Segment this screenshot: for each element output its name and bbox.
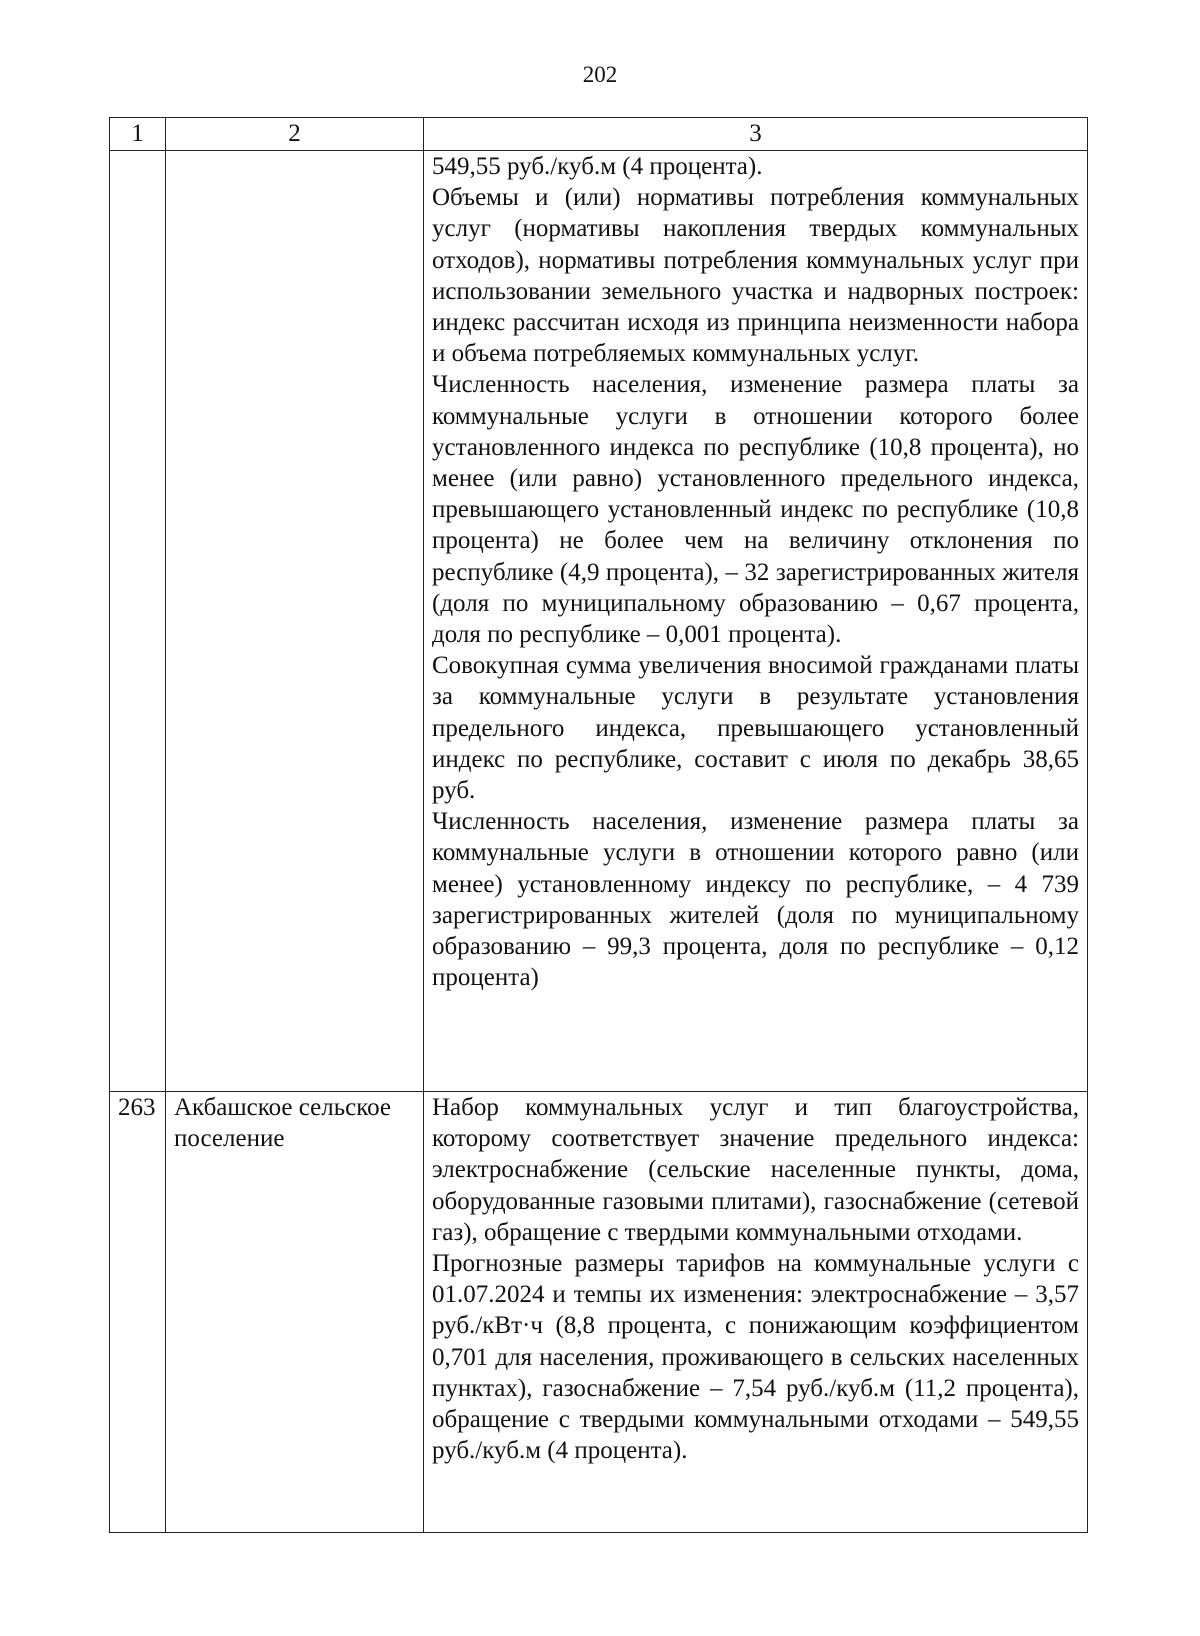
paragraph: Численность населения, изменение размера платы за коммунальные услуги в отношении которого более установленного индекса по республике (10,8 процента), но менее (или равно) установленного предельного индекса, превышающего установленный индекс по республике (10,8 процента) не более чем на величину отклонения по республике (4,9 процента), – 32 зарегистрированных жителя (доля по муниципальному образованию – 0,67 процента, доля по республике – 0,001 процента).: [432, 371, 1079, 649]
row-number-cell: [110, 151, 166, 1092]
settlement-name-cell: Акбашское сельское поселение: [166, 1092, 424, 1533]
column-header-2: 2: [166, 118, 424, 151]
paragraph: Совокупная сумма увеличения вносимой гражданами платы за коммунальные услуги в результате установления предельного индекса, превышающего установленный индекс по республике, составит с июля по декабрь 38,65 руб.: [432, 652, 1079, 805]
data-table: [109, 117, 1088, 1533]
settlement-name-cell: [166, 151, 424, 1092]
column-header-1: 1: [110, 118, 166, 151]
paragraph: Набор коммунальных услуг и тип благоустройства, которому соответствует значение предельного индекса: электроснабжение (сельские населенные пункты, дома, оборудованные газовыми плитами), газоснабжение (сетевой газ), обращение с твердыми коммунальными отходами.: [432, 1094, 1079, 1246]
paragraph: 549,55 руб./куб.м (4 процента).: [432, 153, 763, 180]
table-header-row: [110, 118, 1088, 151]
description-cell: [424, 1092, 1088, 1533]
paragraph: Объемы и (или) нормативы потребления коммунальных услуг (нормативы накопления твердых коммунальных отходов), нормативы потребления коммунальных услуг при использовании земельного участка и надворных построек: индекс рассчитан исходя из принципа неизменности набора и объема потребляемых коммунальных услуг.: [432, 184, 1079, 368]
table-row: [110, 1092, 1088, 1533]
paragraph: Прогнозные размеры тарифов на коммунальные услуги с 01.07.2024 и темпы их изменения: электроснабжение – 3,57 руб./кВт·ч (8,8 процента, с понижающим коэффициентом 0,701 для населения, проживающего в сельских населенных пунктах), газоснабжение – 7,54 руб./куб.м (11,2 процента), обращение с твердыми коммунальными отходами – 549,55 руб./куб.м (4 процента).: [432, 1250, 1079, 1465]
description-cell: [424, 151, 1088, 1092]
paragraph: Численность населения, изменение размера платы за коммунальные услуги в отношении которого равно (или менее) установленному индексу по республике, – 4 739 зарегистрированных жителей (доля по муниципальному образованию – 99,3 процента, доля по республике – 0,12 процента): [432, 808, 1079, 992]
column-header-3: 3: [424, 118, 1088, 151]
row-number-cell: 263: [110, 1092, 166, 1533]
page-number: 202: [582, 62, 618, 87]
table-row: [110, 151, 1088, 1092]
